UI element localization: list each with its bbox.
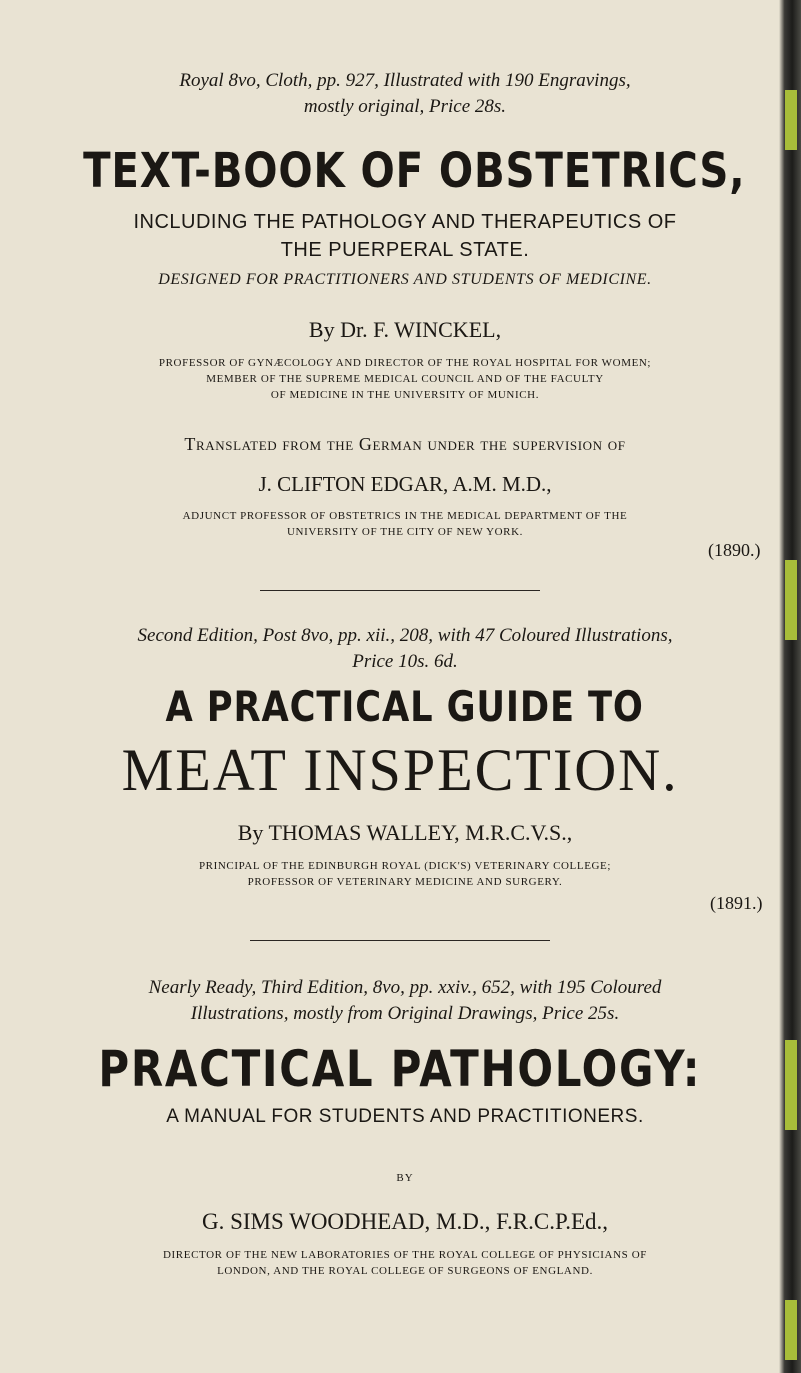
credential-line: PRINCIPAL OF THE EDINBURGH ROYAL (DICK'S) VETERINARY COLLEGE;: [198, 860, 612, 872]
obstetrics-author: By Dr. F. WINCKEL,: [308, 317, 502, 342]
obstetrics-announcement: [40, 68, 770, 120]
meat-inspection-title-line: A PRACTICAL GUIDE TO: [165, 682, 645, 731]
meat-inspection-title-row-1: [40, 680, 770, 734]
meat-inspection-author-credentials: [40, 858, 770, 890]
section-divider: [260, 590, 540, 591]
credential-line: OF MEDICINE IN THE UNIVERSITY OF MUNICH.: [270, 389, 540, 401]
subtitle-line: INCLUDING THE PATHOLOGY AND THERAPEUTICS OF: [133, 211, 677, 233]
credential-line: MEMBER OF THE SUPREME MEDICAL COUNCIL AND OF THE FACULTY: [206, 373, 604, 385]
obstetrics-title-row: [20, 140, 780, 202]
meat-inspection-year: (1891.): [710, 893, 763, 913]
meat-inspection-title-line: MEAT INSPECTION.: [121, 737, 679, 803]
pathology-author-credentials: [40, 1247, 770, 1279]
obstetrics-author-credentials: [40, 355, 770, 403]
obstetrics-translator: J. CLIFTON EDGAR, A.M. M.D.,: [258, 472, 552, 496]
credential-line: DIRECTOR OF THE NEW LABORATORIES OF THE ROYAL COLLEGE OF PHYSICIANS OF: [163, 1249, 647, 1261]
pathology-subtitle: A MANUAL FOR STUDENTS AND PRACTITIONERS.: [166, 1106, 644, 1127]
meat-inspection-announcement: [40, 623, 770, 675]
credential-line: LONDON, AND THE ROYAL COLLEGE OF SURGEONS OF ENGLAND.: [217, 1265, 593, 1277]
obstetrics-translated-by: Translated from the German under the supervision of: [184, 434, 626, 454]
pathology-author: G. SIMS WOODHEAD, M.D., F.R.C.P.Ed.,: [201, 1209, 609, 1234]
credential-line: ADJUNCT PROFESSOR OF OBSTETRICS IN THE MEDICAL DEPARTMENT OF THE: [182, 510, 628, 522]
announcement-line: Royal 8vo, Cloth, pp. 927, Illustrated with 190 Engravings,: [179, 70, 631, 91]
book-spine-edge: [779, 0, 801, 1373]
announcement-line: Nearly Ready, Third Edition, 8vo, pp. xxiv., 652, with 195 Coloured: [148, 977, 662, 998]
section-divider: [250, 940, 550, 941]
obstetrics-translator-credentials: [40, 508, 770, 540]
spine-highlight: [785, 560, 797, 640]
announcement-line: Illustrations, mostly from Original Drawings, Price 25s.: [190, 1003, 620, 1024]
meat-inspection-author: By THOMAS WALLEY, M.R.C.V.S.,: [237, 820, 573, 845]
announcement-line: Price 10s. 6d.: [352, 651, 458, 672]
credential-line: UNIVERSITY OF THE CITY OF NEW YORK.: [286, 526, 523, 538]
obstetrics-designed-for: DESIGNED FOR PRACTITIONERS AND STUDENTS OF MEDICINE.: [158, 271, 652, 288]
pathology-title-row: [20, 1038, 780, 1100]
meat-inspection-title-row-2: [20, 733, 780, 807]
spine-highlight: [785, 1300, 797, 1360]
spine-highlight: [785, 90, 797, 150]
obstetrics-year: (1890.): [708, 540, 761, 560]
pathology-title: PRACTICAL PATHOLOGY:: [98, 1040, 702, 1098]
obstetrics-subtitle: [40, 208, 770, 264]
obstetrics-title: TEXT-BOOK OF OBSTETRICS,: [83, 143, 746, 199]
credential-line: PROFESSOR OF VETERINARY MEDICINE AND SURGERY.: [247, 876, 563, 888]
spine-highlight: [785, 1040, 797, 1130]
pathology-by: BY: [396, 1172, 414, 1184]
pathology-announcement: [40, 975, 770, 1027]
announcement-line: Second Edition, Post 8vo, pp. xii., 208, with 47 Coloured Illustrations,: [137, 625, 673, 646]
credential-line: PROFESSOR OF GYNÆCOLOGY AND DIRECTOR OF THE ROYAL HOSPITAL FOR WOMEN;: [158, 357, 652, 369]
subtitle-line: THE PUERPERAL STATE.: [280, 239, 530, 261]
announcement-line: mostly original, Price 28s.: [303, 96, 507, 117]
